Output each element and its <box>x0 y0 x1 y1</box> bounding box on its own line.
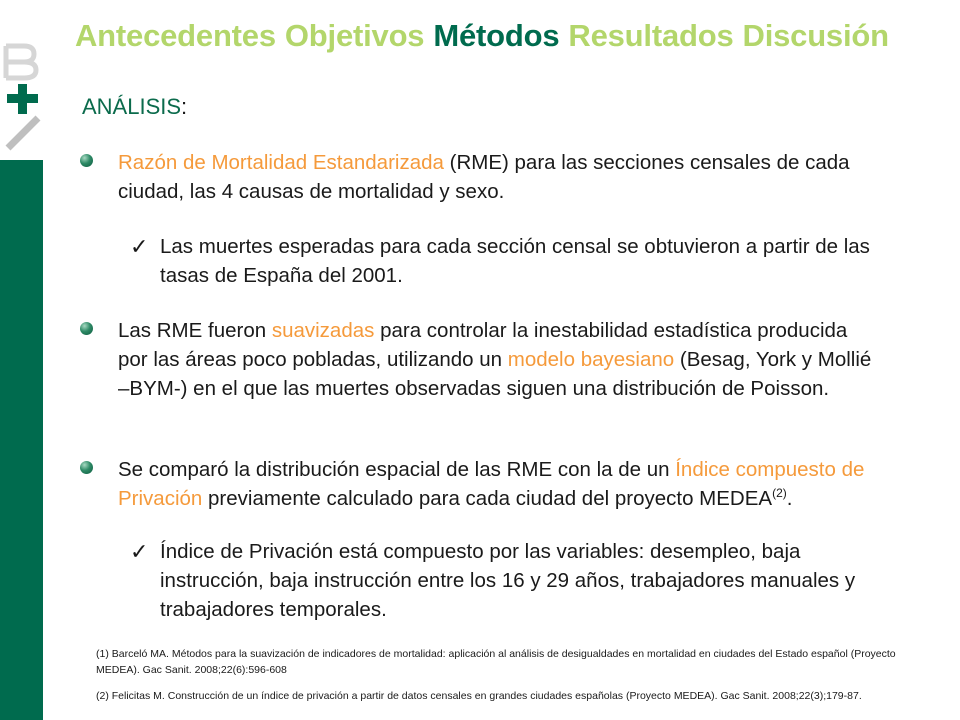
bullet-rme-text: (RME) para las secciones censales de cada ciudad, las 4 causas de mortalidad y sexo. <box>118 151 850 203</box>
nav-item-discusion[interactable]: Discusión <box>742 18 889 53</box>
bullet-rme-highlight: Razón de Mortalidad Estandarizada <box>118 151 444 174</box>
nav-item-resultados[interactable]: Resultados <box>568 18 734 53</box>
bullet-deprivation <box>118 455 878 513</box>
bullet-smoothing <box>118 316 878 403</box>
bullet-deprivation-text-1: Se comparó la distribución espacial de las RME con la de un <box>118 458 676 481</box>
plus-b-logo-icon <box>0 38 48 158</box>
nav-item-antecedentes[interactable]: Antecedentes <box>75 18 276 53</box>
side-accent-bar <box>0 160 43 720</box>
checkmark-icon: ✓ <box>130 539 149 564</box>
bullet-smoothing-text-1: Las RME fueron <box>118 319 272 342</box>
bullet-smoothing-text-3: (Besag, York y Mollié –BYM-) en el que las muertes observadas siguen una distribución de Poisson. <box>118 348 872 400</box>
section-heading-text: ANÁLISIS <box>82 94 182 119</box>
bullet-deprivation-highlight: Índice compuesto de Privación <box>118 458 865 510</box>
reference-superscript: (2) <box>772 486 787 500</box>
green-sphere-bullet-icon <box>80 154 93 167</box>
green-sphere-bullet-icon <box>80 322 93 335</box>
check-item-deprivation-index <box>130 537 885 624</box>
bullet-rme <box>118 148 878 206</box>
reference-2: (2) Felicitas M. Construcción de un índice de privación a partir de datos censales en grandes ciudades españolas (Proyecto MEDEA). Gac Sanit. 2008;22(3);179-87. <box>96 690 862 702</box>
nav-item-objetivos[interactable]: Objetivos <box>284 18 425 53</box>
section-navigation <box>75 18 898 54</box>
check-item-expected-deaths <box>130 232 885 290</box>
nav-item-metodos[interactable]: Métodos <box>433 18 560 53</box>
bullet-smoothing-text-2: para controlar la inestabilidad estadística producida por las áreas poco pobladas, utilizando un <box>118 319 848 371</box>
green-sphere-bullet-icon <box>80 461 93 474</box>
section-heading-colon: : <box>181 94 188 119</box>
bullet-smoothing-highlight-1: suavizadas <box>271 319 375 342</box>
bullet-deprivation-end: . <box>786 487 793 510</box>
check-item-text: Las muertes esperadas para cada sección censal se obtuvieron a partir de las tasas de España del 2001. <box>160 235 870 287</box>
bullet-deprivation-text-2: previamente calculado para cada ciudad del proyecto MEDEA <box>202 487 773 510</box>
check-item-text: Índice de Privación está compuesto por las variables: desempleo, baja instrucción, baja instrucción entre los 16 y 29 años, trabajadores manuales y trabajadores temporales. <box>160 540 856 621</box>
checkmark-icon: ✓ <box>130 234 149 259</box>
reference-1: (1) Barceló MA. Métodos para la suavización de indicadores de mortalidad: aplicación al análisis de desigualdades en mortalidad en ciudades del Estado español (Proyecto MEDEA). Gac Sanit. 2008;22(6):596-608 <box>96 648 896 676</box>
bullet-smoothing-highlight-2: modelo bayesiano <box>507 348 675 371</box>
section-heading <box>82 94 187 120</box>
